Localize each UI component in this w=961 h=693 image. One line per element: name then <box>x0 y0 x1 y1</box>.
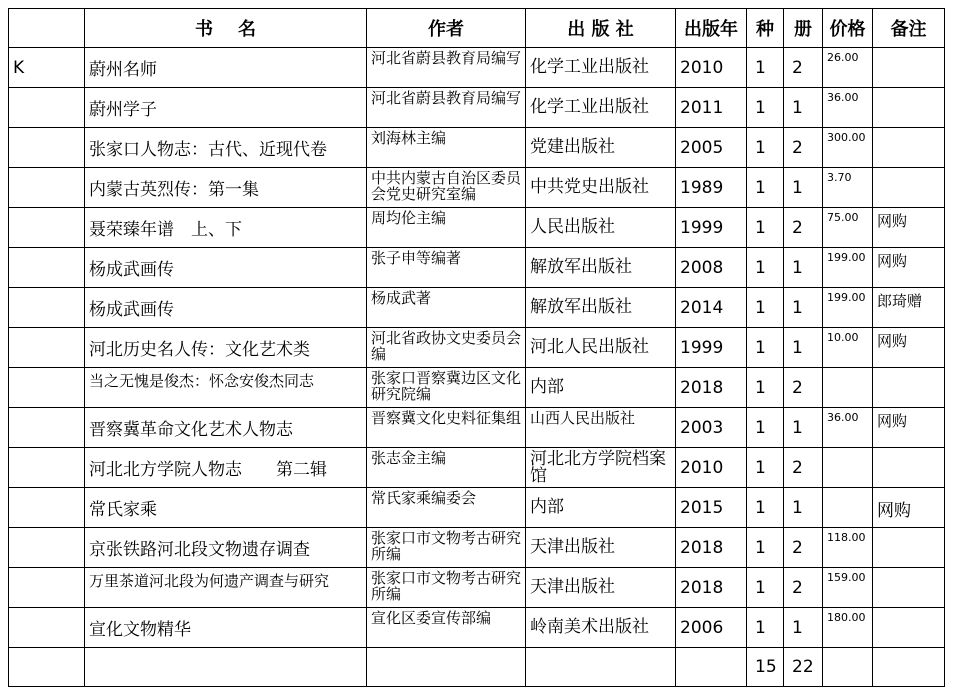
table-row <box>9 368 945 408</box>
cell-class <box>9 328 85 368</box>
cell-kinds: 1 <box>747 368 784 408</box>
total-empty <box>367 648 526 687</box>
cell-year: 2018 <box>676 528 747 568</box>
cell-class <box>9 568 85 608</box>
table-row <box>9 168 945 208</box>
cell-publisher: 中共党史出版社 <box>526 168 676 208</box>
cell-title: 当之无愧是俊杰：怀念安俊杰同志 <box>85 368 367 408</box>
cell-publisher: 人民出版社 <box>526 208 676 248</box>
cell-price: 199.00 <box>823 288 873 328</box>
cell-author: 宣化区委宣传部编 <box>367 608 526 648</box>
cell-note <box>873 368 945 408</box>
cell-class <box>9 168 85 208</box>
table-row <box>9 88 945 128</box>
cell-author: 常氏家乘编委会 <box>367 488 526 528</box>
cell-volumes: 1 <box>784 328 823 368</box>
cell-kinds: 1 <box>747 208 784 248</box>
cell-price: 75.00 <box>823 208 873 248</box>
cell-publisher: 天津出版社 <box>526 528 676 568</box>
cell-note: 网购 <box>873 208 945 248</box>
cell-note: 网购 <box>873 328 945 368</box>
cell-price: 10.00 <box>823 328 873 368</box>
cell-publisher: 山西人民出版社 <box>526 408 676 448</box>
header-class <box>9 9 85 48</box>
cell-title: 河北北方学院人物志 第二辑 <box>85 448 367 488</box>
cell-publisher: 解放军出版社 <box>526 288 676 328</box>
cell-class <box>9 408 85 448</box>
cell-note: 网购 <box>873 488 945 528</box>
header-year: 出版年 <box>676 9 747 48</box>
table-row <box>9 328 945 368</box>
total-empty <box>823 648 873 687</box>
header-publisher: 出 版 社 <box>526 9 676 48</box>
total-empty <box>85 648 367 687</box>
total-empty <box>873 648 945 687</box>
cell-price: 300.00 <box>823 128 873 168</box>
cell-price: 199.00 <box>823 248 873 288</box>
cell-volumes: 2 <box>784 128 823 168</box>
cell-class <box>9 208 85 248</box>
cell-volumes: 1 <box>784 88 823 128</box>
cell-kinds: 1 <box>747 448 784 488</box>
cell-year: 2018 <box>676 568 747 608</box>
cell-class <box>9 248 85 288</box>
cell-author: 杨成武著 <box>367 288 526 328</box>
cell-price <box>823 368 873 408</box>
cell-author: 张家口市文物考古研究所编 <box>367 528 526 568</box>
cell-class <box>9 608 85 648</box>
cell-title: 万里茶道河北段为何遗产调查与研究 <box>85 568 367 608</box>
cell-publisher: 河北北方学院档案馆 <box>526 448 676 488</box>
cell-volumes: 2 <box>784 368 823 408</box>
cell-author: 张家口市文物考古研究所编 <box>367 568 526 608</box>
cell-author: 周均伦主编 <box>367 208 526 248</box>
cell-note: 网购 <box>873 408 945 448</box>
cell-title: 晋察冀革命文化艺术人物志 <box>85 408 367 448</box>
cell-class <box>9 288 85 328</box>
cell-volumes: 1 <box>784 488 823 528</box>
cell-publisher: 党建出版社 <box>526 128 676 168</box>
cell-publisher: 岭南美术出版社 <box>526 608 676 648</box>
cell-year: 2011 <box>676 88 747 128</box>
cell-note <box>873 608 945 648</box>
header-note: 备注 <box>873 9 945 48</box>
cell-year: 2015 <box>676 488 747 528</box>
cell-title: 杨成武画传 <box>85 288 367 328</box>
cell-kinds: 1 <box>747 528 784 568</box>
table-row <box>9 128 945 168</box>
cell-year: 1999 <box>676 208 747 248</box>
cell-price: 3.70 <box>823 168 873 208</box>
cell-year: 2005 <box>676 128 747 168</box>
cell-volumes: 1 <box>784 608 823 648</box>
cell-year: 2006 <box>676 608 747 648</box>
table-row <box>9 568 945 608</box>
cell-price: 26.00 <box>823 48 873 88</box>
header-row <box>9 9 945 48</box>
cell-publisher: 化学工业出版社 <box>526 48 676 88</box>
cell-title: 张家口人物志：古代、近现代卷 <box>85 128 367 168</box>
cell-kinds: 1 <box>747 128 784 168</box>
cell-year: 1999 <box>676 328 747 368</box>
cell-year: 2010 <box>676 48 747 88</box>
cell-note <box>873 168 945 208</box>
cell-title: 河北历史名人传：文化艺术类 <box>85 328 367 368</box>
cell-author: 张志金主编 <box>367 448 526 488</box>
cell-publisher: 解放军出版社 <box>526 248 676 288</box>
cell-title: 宣化文物精华 <box>85 608 367 648</box>
cell-volumes: 2 <box>784 448 823 488</box>
cell-price <box>823 488 873 528</box>
cell-title: 杨成武画传 <box>85 248 367 288</box>
cell-year: 2014 <box>676 288 747 328</box>
cell-publisher: 河北人民出版社 <box>526 328 676 368</box>
table-row <box>9 528 945 568</box>
cell-volumes: 2 <box>784 208 823 248</box>
cell-year: 2008 <box>676 248 747 288</box>
cell-note <box>873 568 945 608</box>
total-empty <box>526 648 676 687</box>
cell-kinds: 1 <box>747 608 784 648</box>
cell-note <box>873 128 945 168</box>
cell-publisher: 化学工业出版社 <box>526 88 676 128</box>
cell-price: 118.00 <box>823 528 873 568</box>
cell-note: 网购 <box>873 248 945 288</box>
cell-year: 2018 <box>676 368 747 408</box>
cell-note: 郎琦赠 <box>873 288 945 328</box>
table-row <box>9 608 945 648</box>
total-empty <box>676 648 747 687</box>
cell-author: 张子申等编著 <box>367 248 526 288</box>
cell-kinds: 1 <box>747 488 784 528</box>
cell-kinds: 1 <box>747 48 784 88</box>
total-volumes: 22 <box>784 648 823 687</box>
cell-price <box>823 448 873 488</box>
cell-volumes: 1 <box>784 288 823 328</box>
cell-note <box>873 48 945 88</box>
cell-title: 京张铁路河北段文物遗存调查 <box>85 528 367 568</box>
total-row <box>9 648 945 687</box>
cell-note <box>873 528 945 568</box>
cell-year: 1989 <box>676 168 747 208</box>
cell-price: 36.00 <box>823 88 873 128</box>
cell-publisher: 内部 <box>526 488 676 528</box>
cell-volumes: 2 <box>784 528 823 568</box>
cell-kinds: 1 <box>747 328 784 368</box>
header-price: 价格 <box>823 9 873 48</box>
cell-volumes: 1 <box>784 168 823 208</box>
table-row <box>9 408 945 448</box>
cell-publisher: 内部 <box>526 368 676 408</box>
cell-title: 聂荣臻年谱 上、下 <box>85 208 367 248</box>
cell-note <box>873 88 945 128</box>
cell-author: 中共内蒙古自治区委员会党史研究室编 <box>367 168 526 208</box>
cell-title: 常氏家乘 <box>85 488 367 528</box>
cell-price: 180.00 <box>823 608 873 648</box>
total-kinds: 15 <box>747 648 784 687</box>
cell-class <box>9 88 85 128</box>
cell-author: 河北省政协文史委员会编 <box>367 328 526 368</box>
cell-title: 蔚州名师 <box>85 48 367 88</box>
table-row <box>9 48 945 88</box>
header-title: 书 名 <box>85 9 367 48</box>
table-row <box>9 208 945 248</box>
table-row <box>9 448 945 488</box>
cell-class <box>9 448 85 488</box>
cell-class: K <box>9 48 85 88</box>
cell-volumes: 1 <box>784 248 823 288</box>
cell-publisher: 天津出版社 <box>526 568 676 608</box>
cell-kinds: 1 <box>747 168 784 208</box>
cell-author: 刘海林主编 <box>367 128 526 168</box>
cell-year: 2003 <box>676 408 747 448</box>
table-row <box>9 288 945 328</box>
cell-volumes: 1 <box>784 408 823 448</box>
header-volumes: 册 <box>784 9 823 48</box>
cell-kinds: 1 <box>747 88 784 128</box>
cell-kinds: 1 <box>747 288 784 328</box>
cell-kinds: 1 <box>747 568 784 608</box>
header-author: 作者 <box>367 9 526 48</box>
table-row <box>9 488 945 528</box>
cell-class <box>9 528 85 568</box>
cell-volumes: 2 <box>784 48 823 88</box>
cell-author: 晋察冀文化史料征集组 <box>367 408 526 448</box>
cell-title: 蔚州学子 <box>85 88 367 128</box>
total-empty <box>9 648 85 687</box>
book-list-table <box>8 8 945 687</box>
cell-class <box>9 128 85 168</box>
cell-price: 159.00 <box>823 568 873 608</box>
header-kinds: 种 <box>747 9 784 48</box>
cell-year: 2010 <box>676 448 747 488</box>
cell-kinds: 1 <box>747 248 784 288</box>
cell-price: 36.00 <box>823 408 873 448</box>
cell-title: 内蒙古英烈传：第一集 <box>85 168 367 208</box>
table-row <box>9 248 945 288</box>
cell-class <box>9 368 85 408</box>
cell-author: 河北省蔚县教育局编写 <box>367 48 526 88</box>
cell-class <box>9 488 85 528</box>
cell-note <box>873 448 945 488</box>
cell-volumes: 2 <box>784 568 823 608</box>
cell-author: 张家口晋察冀边区文化研究院编 <box>367 368 526 408</box>
cell-author: 河北省蔚县教育局编写 <box>367 88 526 128</box>
cell-kinds: 1 <box>747 408 784 448</box>
